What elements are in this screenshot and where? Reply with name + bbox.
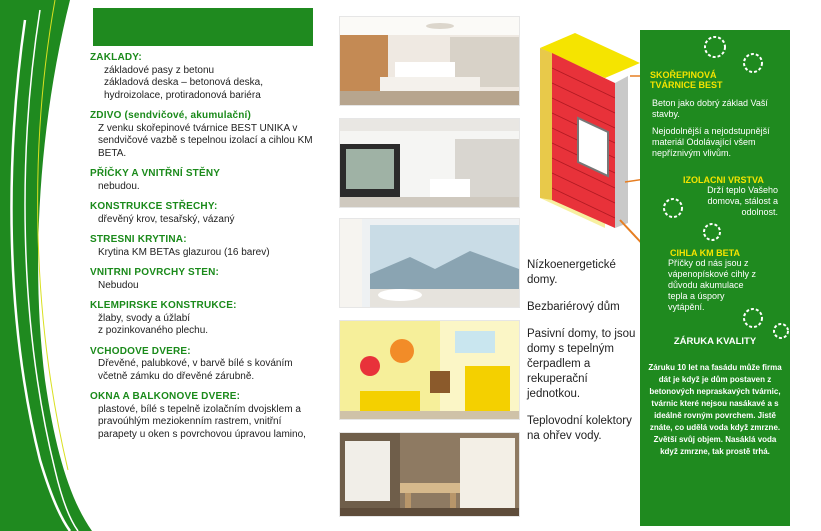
text-insulation: Drží teplo Vašeho domova, stálost a odolnost. bbox=[707, 185, 778, 217]
spec-heading: VNITRNI POVRCHY STEN: bbox=[90, 267, 220, 278]
spec-line: parapety u oken s povrchovou úpravou lamino, bbox=[98, 428, 306, 440]
spec-line: plastové, bílé s tepelně izolačním dvojsklem a bbox=[98, 403, 301, 415]
label-shell-block: SKOŘEPINOVÁ TVÁRNICE BEST bbox=[650, 70, 723, 90]
house-type-item: Teplovodní kolektory na ohřev vody. bbox=[527, 415, 632, 442]
text-shell-block-2: Nejodolnější a nejodstupnější materiál Odolávající všem nepříznivým vlivům. bbox=[652, 126, 770, 158]
spec-section bbox=[90, 168, 330, 193]
spec-line: základové pasy z betonu bbox=[104, 64, 215, 76]
spec-line: hydroizolace, protiradonová bariéra bbox=[104, 89, 261, 101]
quality-guarantee-title: ZÁRUKA KVALITY bbox=[673, 336, 757, 347]
spec-heading: VCHODOVE DVERE: bbox=[90, 345, 191, 357]
photo-kids-room bbox=[339, 320, 520, 420]
house-type-item: Pasivní domy, to jsou domy s tepelným čerpadlem a rekuperační jednotkou. bbox=[527, 328, 636, 400]
spec-line: BETA. bbox=[98, 147, 127, 159]
spec-line: Z venku skořepinové tvárnice BEST UNIKA v bbox=[98, 122, 298, 134]
gear-icon bbox=[660, 195, 686, 221]
spec-line: z pozinkovaného plechu. bbox=[98, 325, 209, 336]
spec-heading: STRESNI KRYTINA: bbox=[90, 234, 187, 245]
house-type-item: Nízkoenergetické domy. bbox=[527, 259, 616, 286]
spec-section bbox=[90, 346, 330, 384]
text-brick: Příčky od nás jsou z vápenopískové cihly z důvodu akumulace tepla a úspory vytápění. bbox=[668, 258, 757, 312]
spec-heading: PŘÍČKY A VNITŘNÍ STĚNY bbox=[90, 168, 221, 179]
spec-line: Dřevěné, palubkové, v barvě bílé s kováním bbox=[98, 358, 293, 369]
photo-dining-room bbox=[339, 432, 520, 517]
spec-line: žlaby, svody a úžlabí bbox=[98, 312, 191, 324]
left-ribbon-decoration bbox=[0, 0, 92, 531]
spec-section bbox=[90, 267, 330, 292]
spec-line: sendvičové vazbě s tepelnou izolací a cihlou KM bbox=[98, 135, 313, 146]
photo-bathroom bbox=[339, 218, 520, 308]
spec-line: Krytina KM BETAs glazurou (16 barev) bbox=[98, 246, 270, 258]
specification-list bbox=[90, 52, 330, 449]
spec-section bbox=[90, 391, 330, 441]
house-type-item: Bezbariérový dům bbox=[527, 301, 620, 313]
spec-section bbox=[90, 234, 330, 259]
spec-heading: KONSTRUKCE STŘECHY: bbox=[90, 201, 218, 212]
text-shell-block: Beton jako dobrý základ Vaší stavby. bbox=[652, 98, 768, 119]
spec-heading: OKNA A BALKONOVE DVERE: bbox=[90, 391, 241, 402]
photo-open-interior bbox=[339, 118, 520, 208]
spec-heading: ZAKLADY: bbox=[90, 52, 142, 63]
spec-line: základová deska – betonová deska, bbox=[104, 77, 263, 88]
spec-section bbox=[90, 300, 330, 338]
spec-section bbox=[90, 110, 330, 160]
label-insulation: IZOLACNI VRSTVA bbox=[683, 175, 764, 185]
house-types-list bbox=[527, 258, 639, 456]
gear-icon bbox=[700, 32, 730, 62]
spec-section bbox=[90, 52, 330, 102]
spec-line: dřevěný krov, tesařský, vázaný bbox=[98, 213, 235, 225]
label-brick: CIHLA KM BETA bbox=[670, 248, 740, 258]
quality-guarantee-text: Záruku 10 let na fasádu může firma dát je když je dům postaven z betonových nepraskavých tvárnic, tvárnic které nejsou nasákavé a s ideálně rovným povrchem. Jistě znáte, co udělá voda když zmrzne. Zvětší svůj objem. Nasáklá voda když zmrzne, tak prostě trhá. bbox=[648, 363, 782, 456]
gear-icon bbox=[700, 220, 724, 244]
photo-living-room bbox=[339, 16, 520, 106]
spec-heading: KLEMPIRSKE KONSTRUKCE: bbox=[90, 300, 237, 311]
spec-section bbox=[90, 201, 330, 226]
right-white-strip bbox=[790, 30, 821, 526]
spec-line: pravoúhlým meziokenním rastrem, vnitřní bbox=[98, 416, 282, 427]
header-bar bbox=[93, 8, 313, 46]
spec-line: nebudou. bbox=[98, 180, 140, 192]
spec-heading: ZDIVO (sendvičové, akumulační) bbox=[90, 110, 252, 121]
spec-line: Nebudou bbox=[98, 279, 139, 291]
spec-line: včetně zámku do dřevěné zárubně. bbox=[98, 370, 255, 382]
